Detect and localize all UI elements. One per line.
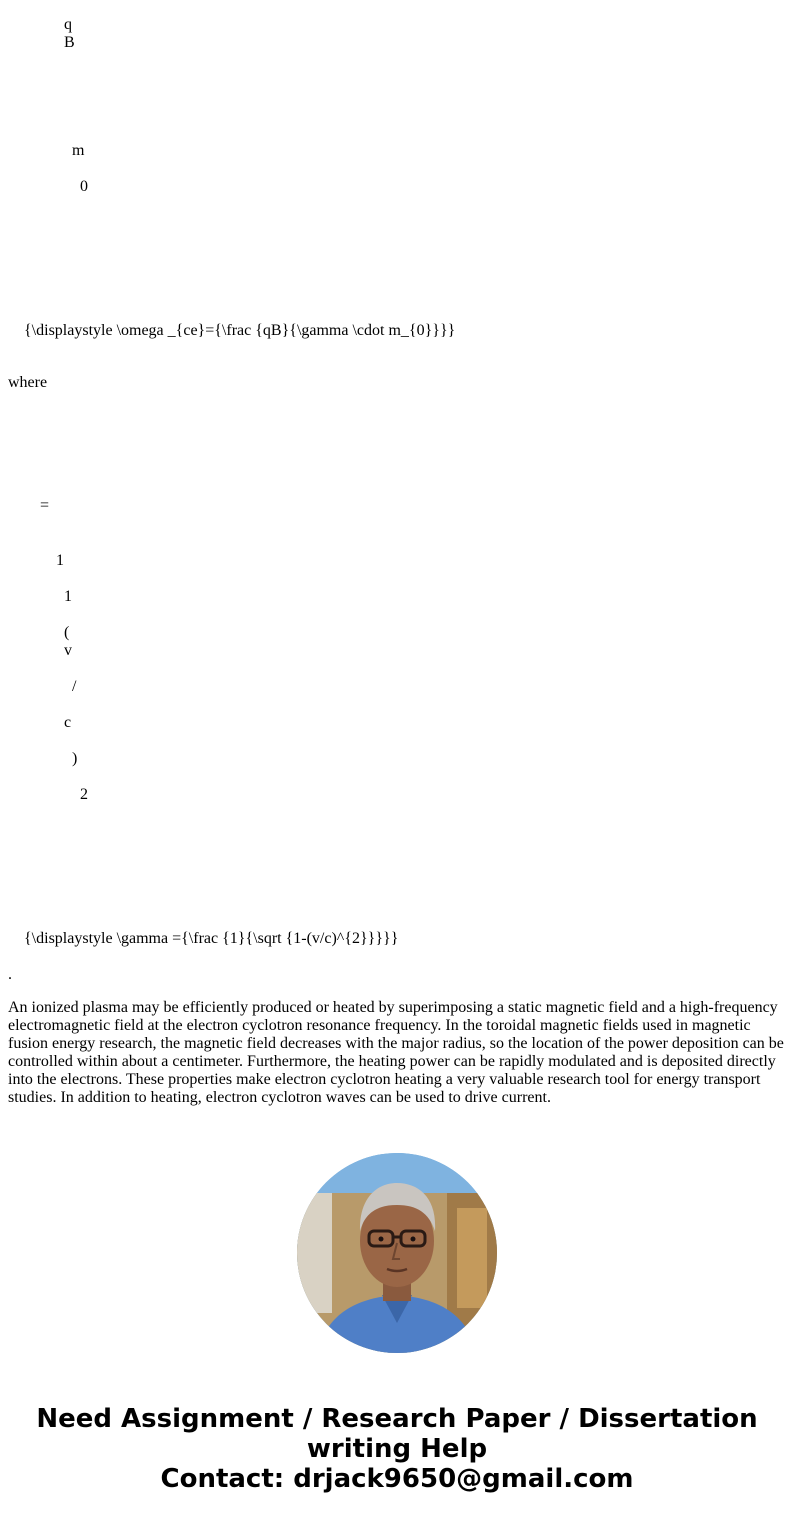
formula2-slash: / — [72, 678, 77, 695]
formula1-subscript-zero: 0 — [80, 178, 88, 195]
formula2-exponent-two: 2 — [80, 786, 88, 803]
body-paragraph: An ionized plasma may be efficiently produced or heated by superimposing a static magnetic field and a high-frequency electromagnetic field at the electron cyclotron resonance frequency. In the toroidal magnetic fields used in magnetic fusion energy research, the magnetic field decreases with the major radius, so the location of the power deposition can be controlled within about a centimeter. Furthermore, the heating power can be rapidly modulated and is deposited directly into the electrons. These properties make electron cyclotron heating a very valuable research tool for energy transport studies. In addition to heating, electron cyclotron waves can be used to drive current. — [8, 999, 784, 1106]
contact-banner — [0, 1404, 794, 1494]
formula2-close-paren: ) — [72, 750, 78, 767]
formula1-q: q — [64, 16, 72, 33]
contact-banner-line2: writing Help — [306, 1434, 488, 1464]
where-text: where — [8, 374, 48, 391]
formula2-one: 1 — [64, 588, 72, 605]
formula2-open-paren: ( — [64, 624, 70, 641]
period-text: . — [8, 966, 12, 983]
author-avatar — [297, 1153, 497, 1353]
formula2-c: c — [64, 714, 72, 731]
formula2-numerator-one: 1 — [56, 552, 64, 569]
contact-email[interactable]: Contact: drjack9650@gmail.com — [160, 1464, 634, 1494]
formula1-latex: {\displaystyle \omega _{ce}={\frac {qB}{\gamma \cdot m_{0}}}} — [24, 322, 456, 339]
formula1-m: m — [72, 142, 85, 159]
formula1-b: B — [64, 34, 75, 51]
formula2-v: v — [64, 642, 72, 659]
formula2-latex: {\displaystyle \gamma ={\frac {1}{\sqrt {1-(v/c)^{2}}}}} — [24, 930, 399, 947]
formula2-equals: = — [40, 497, 50, 514]
contact-banner-line1: Need Assignment / Research Paper / Dissertation — [36, 1404, 758, 1434]
